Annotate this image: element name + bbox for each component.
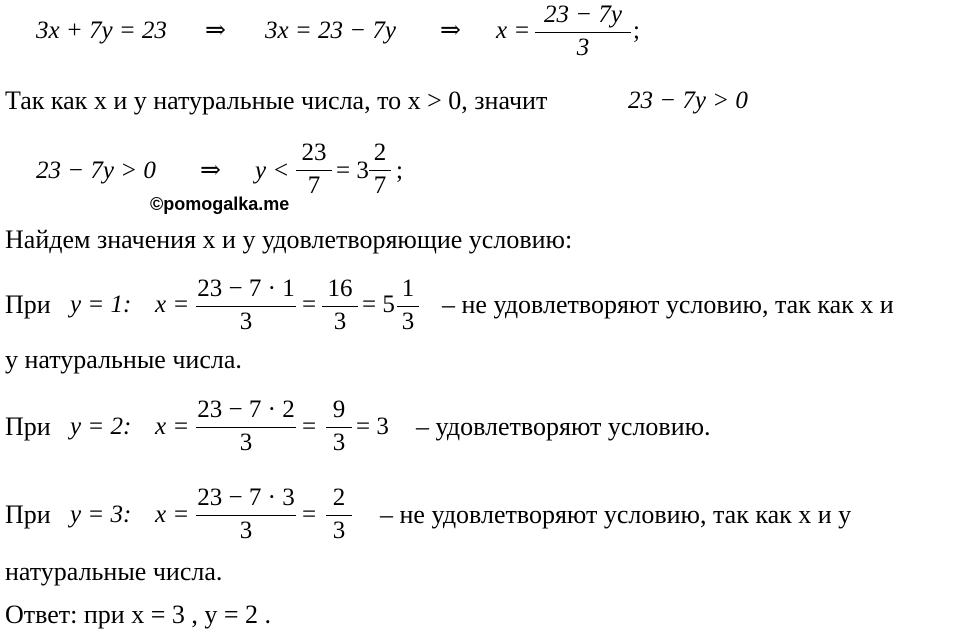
case1-denominator2: 3	[333, 308, 347, 335]
case2-eq: =	[302, 413, 317, 440]
watermark: ©pomogalka.me	[150, 194, 290, 214]
line1-denominator: 3	[576, 34, 590, 61]
case2-eq2: = 3	[356, 413, 389, 440]
case2-fraction1	[196, 395, 296, 458]
line3-end: ;	[396, 157, 403, 184]
case3-cond: y = 3:	[70, 501, 132, 528]
line3-ineq: 23 − 7y > 0	[36, 157, 156, 184]
case3-eq: =	[302, 501, 317, 528]
line4-text: Найдем значения x и y удовлетворяющие условию:	[5, 225, 573, 254]
case2-cond: y = 2:	[70, 413, 132, 440]
case3-numerator1: 23 − 7 · 3	[197, 484, 295, 511]
line1-arrow1: ⇒	[205, 17, 226, 44]
line1-end: ;	[633, 17, 640, 44]
line3-denominator: 7	[307, 172, 321, 199]
case1-denominator1: 3	[239, 308, 253, 335]
case2-prefix: При	[5, 412, 51, 441]
case3-lhs: x =	[155, 501, 190, 528]
case3-numerator2: 2	[332, 484, 346, 511]
case3-denominator2: 3	[332, 517, 346, 544]
case3-denominator1: 3	[239, 517, 253, 544]
case3-cont: натуральные числа.	[5, 557, 223, 586]
case1-lhs: x =	[155, 291, 190, 318]
case1-fraction1	[196, 274, 296, 337]
line3-mixed-numerator: 2	[373, 139, 387, 166]
case3-fraction2	[326, 483, 352, 546]
line3-fraction	[296, 138, 332, 201]
case2-text: – удовлетворяют условию.	[416, 412, 711, 441]
line3-numerator: 23	[301, 139, 327, 166]
line1-arrow2: ⇒	[440, 17, 461, 44]
answer: Ответ: при x = 3 , y = 2 .	[5, 600, 272, 629]
line1-fraction	[535, 0, 631, 63]
line3-mixed-denominator: 7	[373, 172, 387, 199]
case1-mixed-numerator: 1	[401, 275, 415, 302]
case1-cond: y = 1:	[70, 291, 132, 318]
case1-mixed-denominator: 3	[401, 308, 415, 335]
case1-mixed-fraction	[397, 274, 419, 337]
case1-fraction2	[322, 274, 358, 337]
line3-arrow: ⇒	[200, 157, 221, 184]
case2-numerator2: 9	[332, 396, 346, 423]
case1-numerator1: 23 − 7 · 1	[197, 275, 295, 302]
case3-text: – не удовлетворяют условию, так как x и y	[380, 500, 852, 529]
case2-denominator1: 3	[239, 429, 253, 456]
case1-prefix: При	[5, 290, 51, 319]
line1-eq1: 3x + 7y = 23	[36, 17, 167, 44]
line3-mixed-fraction	[369, 138, 391, 201]
case2-numerator1: 23 − 7 · 2	[197, 396, 295, 423]
line2-text: Так как x и y натуральные числа, то x > 0, значит	[5, 86, 548, 115]
line1-numerator: 23 − 7y	[544, 1, 622, 28]
case3-fraction1	[196, 483, 296, 546]
case2-fraction2	[326, 395, 352, 458]
line1-eq2: 3x = 23 − 7y	[265, 17, 396, 44]
case1-eq2: = 5	[362, 291, 395, 318]
line3-lhs: y <	[255, 157, 290, 184]
case2-lhs: x =	[155, 413, 190, 440]
line3-eq: = 3	[336, 157, 369, 184]
line2-ineq: 23 − 7y > 0	[628, 87, 748, 114]
case1-numerator2: 16	[327, 275, 353, 302]
case3-prefix: При	[5, 500, 51, 529]
case1-text: – не удовлетворяют условию, так как x и	[442, 290, 894, 319]
case1-cont: y натуральные числа.	[5, 345, 242, 374]
case2-denominator2: 3	[332, 429, 346, 456]
line1-lhs: x =	[496, 17, 531, 44]
case1-eq: =	[302, 291, 317, 318]
